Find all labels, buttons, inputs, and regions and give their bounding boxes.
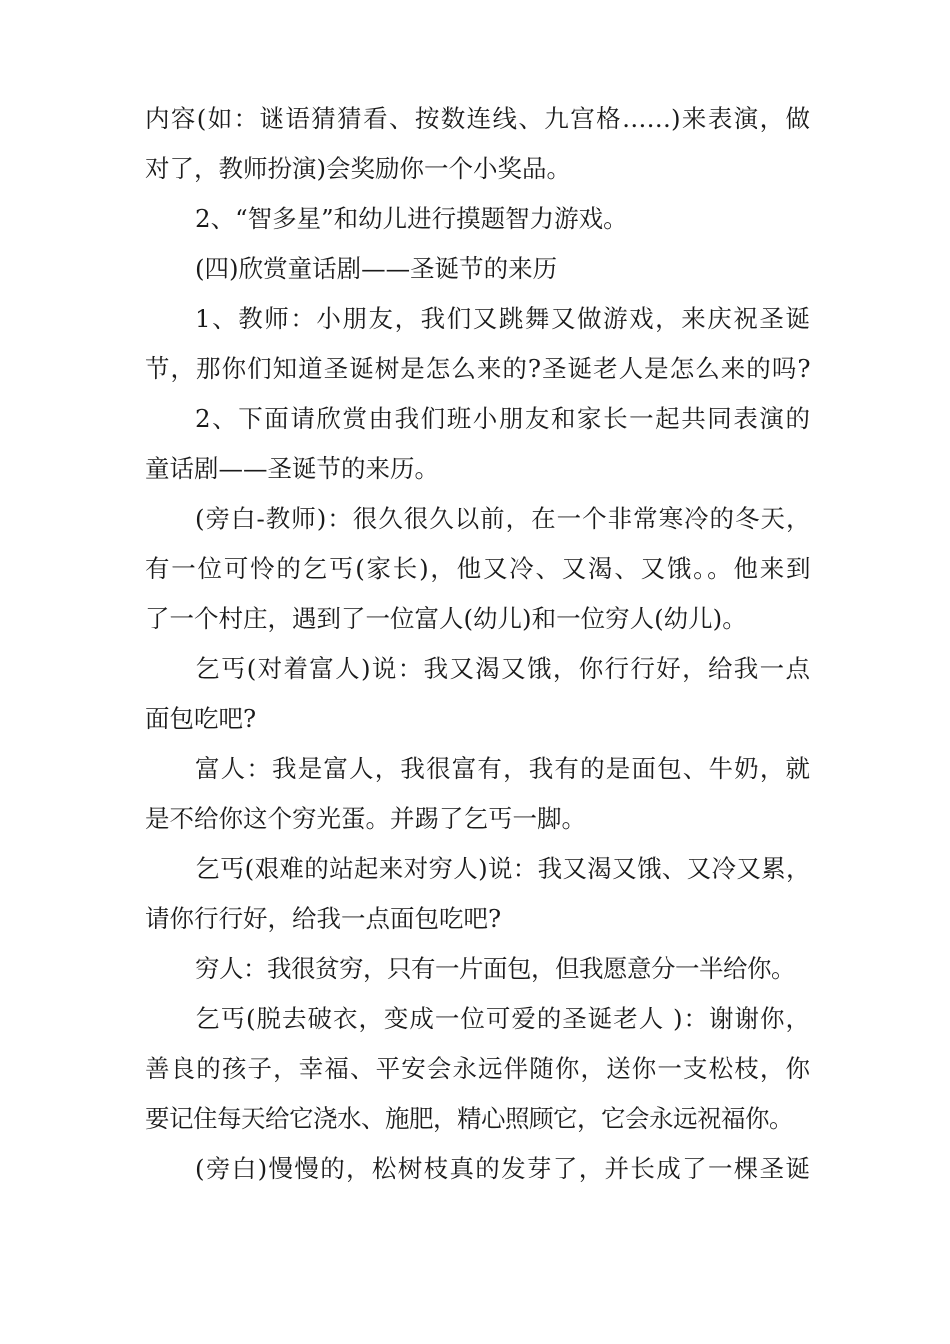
text-line: 对了，教师扮演)会奖励你一个小奖品。 bbox=[145, 154, 572, 183]
text-line: 是不给你这个穷光蛋。并踢了乞丐一脚。 bbox=[145, 804, 586, 833]
text-line: 要记住每天给它浇水、施肥，精心照顾它，它会永远祝福你。 bbox=[145, 1104, 793, 1133]
text-line: 乞丐(对着富人)说：我又渴又饿，你行行好，给我一点 bbox=[195, 654, 810, 683]
text-line: 请你行行好，给我一点面包吃吧? bbox=[145, 904, 502, 933]
text-line: 有一位可怜的乞丐(家长)，他又冷、又渴、又饿。。他来到 bbox=[145, 554, 810, 583]
text-line: (旁白-教师)：很久很久以前，在一个非常寒冷的冬天， bbox=[195, 504, 810, 533]
text-line: 2、“智多星”和幼儿进行摸题智力游戏。 bbox=[195, 204, 628, 233]
text-line: 富人：我是富人，我很富有，我有的是面包、牛奶，就 bbox=[195, 754, 810, 783]
text-line: 童话剧——圣诞节的来历。 bbox=[145, 454, 439, 483]
text-line: (旁白)慢慢的，松树枝真的发芽了，并长成了一棵圣诞 bbox=[195, 1154, 810, 1183]
text-line: 2、下面请欣赏由我们班小朋友和家长一起共同表演的 bbox=[195, 404, 810, 433]
text-line: 1、教师：小朋友，我们又跳舞又做游戏，来庆祝圣诞 bbox=[195, 304, 810, 333]
text-line: 穷人：我很贫穷，只有一片面包，但我愿意分一半给你。 bbox=[195, 954, 795, 983]
text-line: 了一个村庄，遇到了一位富人(幼儿)和一位穷人(幼儿)。 bbox=[145, 604, 747, 633]
text-line: (四)欣赏童话剧——圣诞节的来历 bbox=[195, 254, 558, 283]
text-line: 节，那你们知道圣诞树是怎么来的?圣诞老人是怎么来的吗? bbox=[145, 354, 810, 383]
text-line: 乞丐(脱去破衣，变成一位可爱的圣诞老人 )：谢谢你， bbox=[195, 1004, 810, 1033]
text-line: 善良的孩子，幸福、平安会永远伴随你，送你一支松枝，你 bbox=[145, 1054, 810, 1083]
document-body bbox=[145, 94, 810, 1194]
text-line: 内容(如：谜语猜猜看、按数连线、九宫格……)来表演，做 bbox=[145, 104, 810, 133]
text-line: 面包吃吧? bbox=[145, 704, 257, 733]
text-line: 乞丐(艰难的站起来对穷人)说：我又渴又饿、又冷又累， bbox=[195, 854, 810, 883]
